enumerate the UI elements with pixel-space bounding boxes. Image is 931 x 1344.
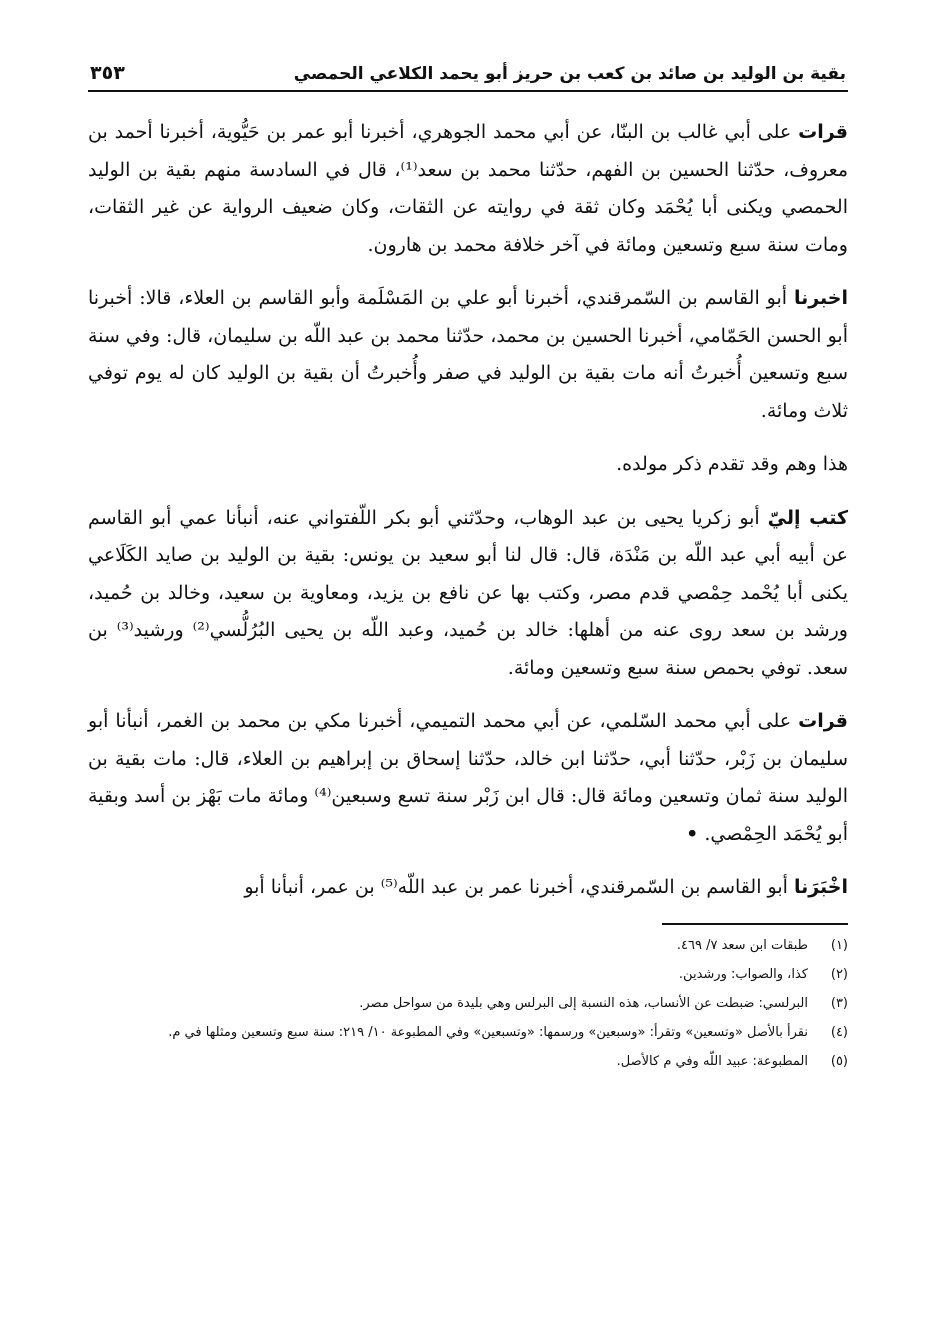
footnote-text: نقرأ بالأصل «وتسعين» وتقرأ: «وسبعين» ورسمها: «وتسبعين» وفي المطبوعة ١٠/ ٢١٩: سنة سبع وتسعين ومثلها في م. [168,1024,808,1040]
running-header [88,62,848,92]
paragraph-text: على أبي محمد السّلمي، عن أبي محمد التميمي، أخبرنا مكي بن محمد بن الغمر، أنبأنا أبو سليمان بن زَبْر، حدّثنا أبي، حدّثنا ابن خالد، حدّثنا إسحاق بن إبراهيم بن العلاء، قال: مات بقية بن الوليد سنة ثمان وتسعين ومائة قال: قال ابن زَبْر سنة تسع وسبعين⁽⁴⁾ ومائة مات بَهْز بن أسد وبقية أبو يُحْمَد الحِمْصي. [88,710,848,845]
paragraph-lead: اخْبَرَنا [793,876,848,898]
footnote-text: كذا، والصواب: ورشدين. [678,966,808,982]
paragraph-3 [88,446,848,484]
running-title: بقية بن الوليد بن صائد بن كعب بن حريز أبو يحمد الكلاعي الحمصي [293,64,846,84]
footnote-number: (٥) [830,1053,848,1069]
paragraph-text: أبو القاسم بن السّمرقندي، أخبرنا أبو علي بن المَسْلَمة وأبو القاسم بن العلاء، قالا: أخبرنا أبو الحسن الحَمّامي، أخبرنا الحسين بن محمد، حدّثنا محمد بن عبد اللّه بن سليمان، قال: وفي سنة سبع وتسعين أُخبرتُ أنه مات بقية بن الوليد في صفر وأُخبرتُ أن بقية بن الوليد كان له يوم توفي ثلاث ومائة. [88,287,848,422]
footnote-number: (٢) [830,966,848,982]
footnote-item [88,1022,848,1043]
paragraph-4 [88,500,848,688]
paragraph-1 [88,114,848,264]
paragraph-5 [88,703,848,853]
paragraph-6 [88,869,848,907]
footnotes [88,935,848,1072]
paragraph-lead: كتب إليّ [767,506,848,529]
paragraph-lead: قرات [798,710,848,732]
bullet-dot-icon: • [686,822,699,845]
book-page [88,62,848,1080]
main-text [88,114,848,907]
footnote-text: طبقات ابن سعد ٧/ ٤٦٩. [676,937,808,953]
footnote-item [88,935,848,956]
footnote-text: البرلسي: ضبطت عن الأنساب، هذه النسبة إلى البرلس وهي بليدة من سواحل مصر. [359,995,808,1011]
paragraph-text: على أبي غالب بن البنّا، عن أبي محمد الجوهري، أخبرنا أبو عمر بن حَيُّوية، أخبرنا أحمد بن معروف، حدّثنا الحسين بن الفهم، حدّثنا محمد بن سعد⁽¹⁾، قال في السادسة منهم بقية بن الوليد الحمصي ويكنى أبا يُحْمَد وكان ثقة في روايته عن الثقات، وكان ضعيف الرواية عن غير الثقات، ومات سنة سبع وتسعين ومائة في آخر خلافة محمد بن هارون. [88,121,849,256]
footnote-number: (٣) [830,995,848,1011]
footnote-text: المطبوعة: عبيد اللّه وفي م كالأصل. [616,1053,808,1069]
page-number: ٣٥٣ [90,62,125,84]
footnote-number: (٤) [830,1024,848,1040]
footnote-item [88,993,848,1014]
paragraph-text: أبو زكريا يحيى بن عبد الوهاب، وحدّثني أبو بكر اللّفتواني عنه، أنبأنا عمي أبو القاسم عن أبيه أبي عبد اللّه بن مَنْدَة، قال: قال لنا أبو سعيد بن يونس: بقية بن الوليد بن صايد الكَلَاعي يكنى أبا يُحْمد حِمْصي قدم مصر، وكتب بها عن نافع بن يزيد، ومعاوية بن سعيد، وخالد بن حُميد، ورشد بن سعد روى عنه من أهلها: خالد بن حُميد، وعبد اللّه بن يحيى البُرُلُّسي⁽²⁾ ورشيد⁽³⁾ بن سعد. توفي بحمص سنة سبع وتسعين ومائة. [88,506,848,679]
paragraph-2 [88,280,848,430]
paragraph-text: أبو القاسم بن السّمرقندي، أخبرنا عمر بن عبد اللّه⁽⁵⁾ بن عمر، أنبأنا أبو [244,876,794,898]
footnote-number: (١) [830,937,848,953]
paragraph-lead: اخبرنا [793,287,848,309]
footnote-item [88,964,848,985]
paragraph-text: هذا وهم وقد تقدم ذكر مولده. [616,453,848,475]
footnote-item [88,1051,848,1072]
footnote-divider [662,923,848,925]
paragraph-lead: قرات [798,121,848,143]
